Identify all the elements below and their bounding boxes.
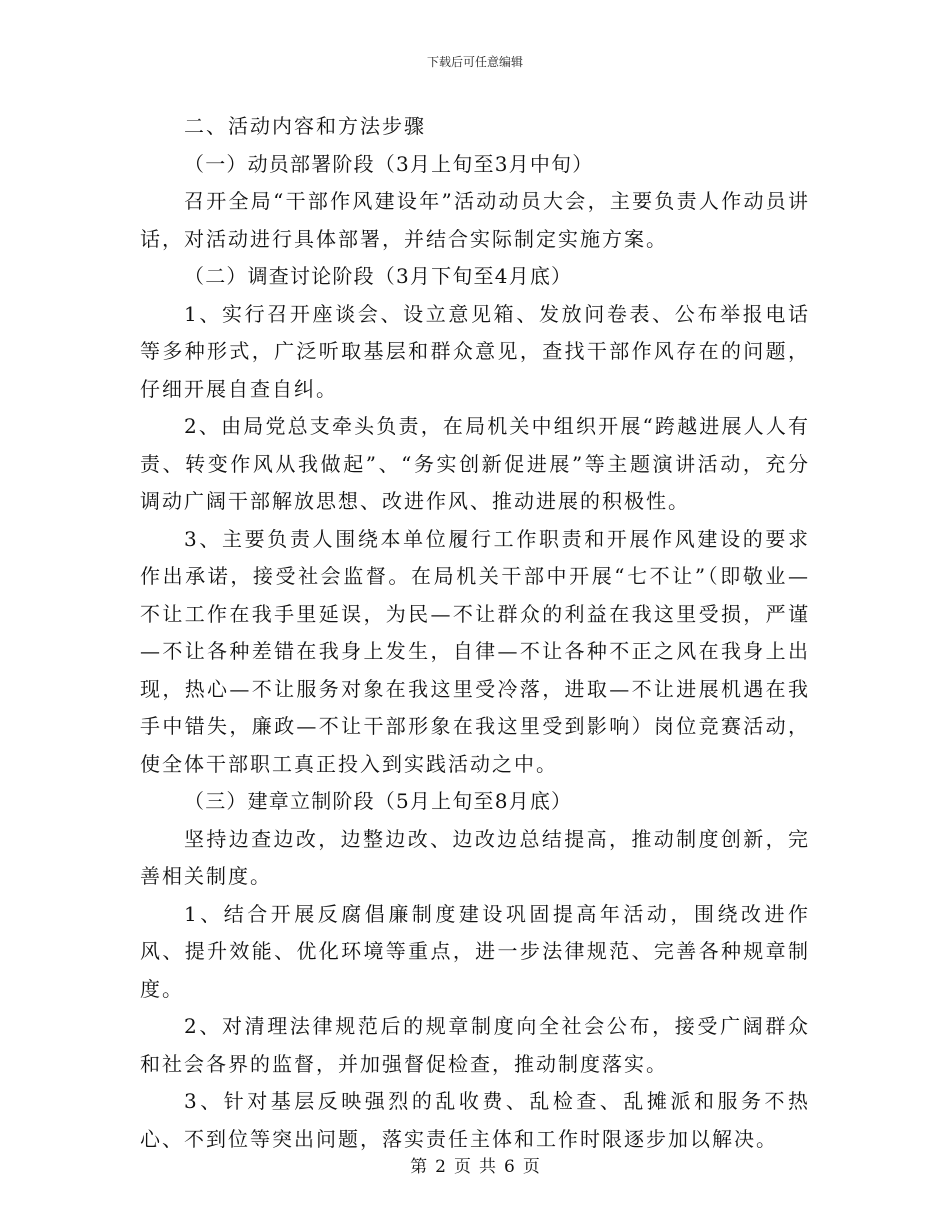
paragraph-survey-3: 3、主要负责人围绕本单位履行工作职责和开展作风建设的要求作出承诺，接受社会监督。在局机关干部中开展“七不让”（即敬业—不让工作在我手里延误，为民—不让群众的利益在我这里受损，严谨—不让各种差错在我身上发生，自律—不让各种不正之风在我身上出现，热心—不让服务对象在我这里受冷落，进取—不让进展机遇在我手中错失，廉政—不让干部形象在我这里受到影响）岗位竞赛活动，使全体干部职工真正投入到实践活动之中。 — [140, 526, 810, 776]
paragraph-mobilization: 召开全局“干部作风建设年”活动动员大会，主要负责人作动员讲话，对活动进行具体部署，并结合实际制定实施方案。 — [140, 189, 810, 251]
stage-heading-3: （三）建章立制阶段（5月上旬至8月底） — [184, 789, 573, 813]
stage-heading-2: （二）调查讨论阶段（3月下旬至4月底） — [184, 264, 573, 288]
paragraph-survey-1: 1、实行召开座谈会、设立意见箱、发放问卷表、公布举报电话等多种形式，广泛听取基层和群众意见，查找干部作风存在的问题，仔细开展自查自纠。 — [140, 301, 810, 401]
page-number-prefix: 第 — [410, 1157, 428, 1177]
page-total-label: 共 — [479, 1157, 496, 1177]
document-body — [140, 108, 810, 1158]
page-total-unit: 页 — [522, 1157, 540, 1177]
paragraph-rules-3: 3、针对基层反映强烈的乱收费、乱检查、乱摊派和服务不热心、不到位等突出问题，落实责任主体和工作时限逐步加以解决。 — [140, 1089, 810, 1151]
paragraph-rules-intro: 坚持边查边改，边整边改、边改边总结提高，推动制度创新，完善相关制度。 — [140, 826, 810, 888]
paragraph-rules-1: 1、结合开展反腐倡廉制度建设巩固提高年活动，围绕改进作风、提升效能、优化环境等重点，进一步法律规范、完善各种规章制度。 — [140, 901, 810, 1001]
page-header-note: 下载后可任意编辑 — [426, 55, 523, 69]
paragraph-rules-2: 2、对清理法律规范后的规章制度向全社会公布，接受广阔群众和社会各界的监督，并加强督促检查，推动制度落实。 — [140, 1014, 810, 1076]
paragraph-survey-2: 2、由局党总支牵头负责，在局机关中组织开展“跨越进展人人有责、转变作风从我做起”、“务实创新促进展”等主题演讲活动，充分调动广阔干部解放思想、改进作风、推动进展的积极性。 — [140, 414, 810, 513]
stage-heading-1: （一）动员部署阶段（3月上旬至3月中旬） — [184, 151, 594, 176]
page-number-unit: 页 — [454, 1157, 471, 1177]
section-heading: 二、活动内容和方法步骤 — [184, 114, 426, 138]
page-footer — [0, 1152, 950, 1177]
page-total: 6 — [504, 1157, 515, 1177]
page-number: 2 — [435, 1157, 446, 1177]
